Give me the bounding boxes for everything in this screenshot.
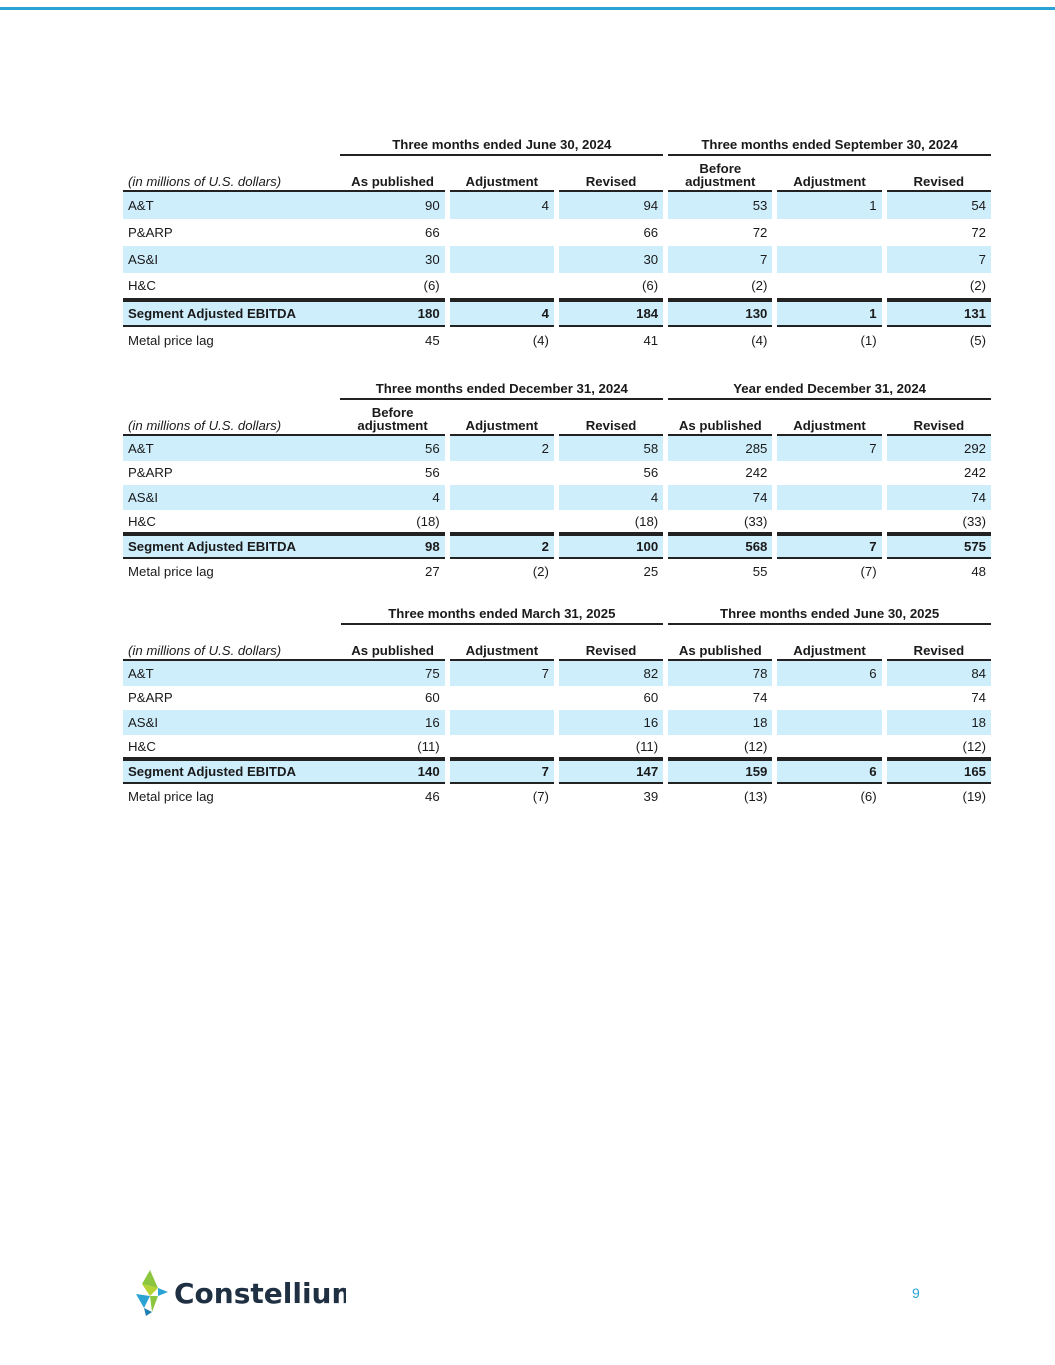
- value-cell: [777, 246, 881, 273]
- ebitda-table-2024-q2-q3: [123, 130, 991, 354]
- value-cell: (11): [559, 735, 663, 760]
- value-cell: 7: [668, 246, 772, 273]
- value-cell: 130: [668, 300, 772, 327]
- value-cell: 27: [425, 563, 440, 579]
- row-label: Segment Adjusted EBITDA: [123, 759, 341, 784]
- value-cell: (5): [969, 333, 986, 348]
- value-cell: 7: [450, 661, 554, 686]
- value-cell: [777, 710, 881, 735]
- value-cell: 55: [752, 563, 768, 579]
- col-header: As published: [668, 625, 772, 661]
- value-cell: (6): [559, 273, 663, 300]
- value-cell: 16: [559, 710, 663, 735]
- value-cell: (4): [532, 333, 549, 348]
- value-cell: 100: [559, 534, 663, 559]
- period-header-left: Three months ended December 31, 2024: [340, 374, 663, 400]
- value-cell: 48: [971, 563, 986, 579]
- col-header: Revised: [559, 400, 663, 436]
- table-row: [123, 510, 991, 535]
- value-cell: 39: [643, 788, 659, 804]
- value-cell: (18): [559, 510, 663, 535]
- unit-label: (in millions of U.S. dollars): [123, 156, 340, 192]
- value-cell: 74: [668, 485, 772, 510]
- col-header: Revised: [887, 400, 991, 436]
- ebitda-table-2024-q4-fy: [123, 374, 991, 584]
- table-row: [123, 559, 991, 584]
- value-cell: 58: [559, 436, 663, 461]
- value-cell: 66: [425, 225, 440, 240]
- value-cell: 131: [887, 300, 991, 327]
- row-label: P&ARP: [128, 690, 173, 706]
- value-cell: 74: [887, 485, 991, 510]
- value-cell: (6): [860, 788, 877, 804]
- value-cell: [777, 510, 881, 535]
- value-cell: (33): [887, 510, 991, 535]
- value-cell: 575: [887, 534, 991, 559]
- table-row: [123, 735, 991, 760]
- table-row: [123, 273, 991, 300]
- value-cell: [777, 461, 881, 486]
- value-cell: 184: [559, 300, 663, 327]
- value-cell: [777, 735, 881, 760]
- row-label: P&ARP: [128, 465, 173, 481]
- value-cell: [450, 219, 554, 246]
- table-row: [123, 327, 991, 354]
- table-row: [123, 461, 991, 486]
- value-cell: 90: [340, 192, 444, 219]
- value-cell: 7: [450, 759, 554, 784]
- col-header: Adjustment: [450, 400, 554, 436]
- value-cell: (11): [341, 735, 445, 760]
- value-cell: 46: [425, 788, 440, 804]
- value-cell: 4: [450, 192, 554, 219]
- value-cell: 98: [340, 534, 444, 559]
- period-header-left: Three months ended March 31, 2025: [341, 599, 664, 625]
- value-cell: (7): [532, 788, 549, 804]
- col-header: Adjustment: [777, 625, 881, 661]
- value-cell: 56: [425, 465, 440, 481]
- col-header: Adjustment: [450, 625, 554, 661]
- constellium-logo-icon: [128, 1262, 346, 1322]
- row-label: P&ARP: [128, 225, 173, 240]
- col-header: As published: [668, 400, 772, 436]
- value-cell: 94: [559, 192, 663, 219]
- row-label: A&T: [123, 661, 341, 686]
- value-cell: (4): [751, 333, 768, 348]
- value-cell: 56: [340, 436, 444, 461]
- table-row: [123, 300, 991, 327]
- col-header: Revised: [887, 156, 991, 192]
- value-cell: (2): [887, 273, 991, 300]
- value-cell: 66: [643, 225, 659, 240]
- value-cell: 6: [777, 661, 881, 686]
- row-label: A&T: [123, 436, 340, 461]
- table-row: [123, 661, 991, 686]
- row-label: Segment Adjusted EBITDA: [123, 300, 340, 327]
- value-cell: 74: [971, 690, 986, 706]
- col-header: Revised: [559, 625, 663, 661]
- value-cell: 54: [887, 192, 991, 219]
- table-row: [123, 436, 991, 461]
- col-header: Adjustment: [450, 156, 554, 192]
- value-cell: 2: [450, 436, 554, 461]
- page-number: 9: [912, 1285, 920, 1301]
- value-cell: [777, 219, 881, 246]
- value-cell: (2): [668, 273, 772, 300]
- col-header: Adjustment: [777, 156, 881, 192]
- table-row: [123, 192, 991, 219]
- value-cell: 41: [643, 333, 659, 348]
- value-cell: 25: [643, 563, 659, 579]
- col-header: Before adjustment: [340, 400, 444, 436]
- value-cell: [777, 485, 881, 510]
- value-cell: 60: [643, 690, 659, 706]
- value-cell: 180: [340, 300, 444, 327]
- col-header: Before adjustment: [668, 156, 772, 192]
- value-cell: 147: [559, 759, 663, 784]
- value-cell: (6): [340, 273, 444, 300]
- value-cell: 18: [887, 710, 991, 735]
- period-header-left: Three months ended June 30, 2024: [340, 130, 663, 156]
- table-row: [123, 759, 991, 784]
- value-cell: 7: [777, 534, 881, 559]
- table-row: [123, 485, 991, 510]
- col-header: Revised: [559, 156, 663, 192]
- value-cell: [450, 246, 554, 273]
- value-cell: 7: [887, 246, 991, 273]
- value-cell: 60: [425, 690, 440, 706]
- table-row: [123, 246, 991, 273]
- period-header-right: Three months ended June 30, 2025: [668, 599, 991, 625]
- value-cell: (19): [962, 788, 986, 804]
- value-cell: (7): [860, 563, 877, 579]
- row-label: A&T: [123, 192, 340, 219]
- value-cell: 53: [668, 192, 772, 219]
- period-header-right: Year ended December 31, 2024: [668, 374, 991, 400]
- value-cell: 30: [340, 246, 444, 273]
- row-label: H&C: [123, 273, 340, 300]
- col-header: Adjustment: [777, 400, 881, 436]
- value-cell: 159: [668, 759, 772, 784]
- table-row: [123, 784, 991, 809]
- value-cell: [450, 686, 554, 711]
- value-cell: (13): [743, 788, 768, 804]
- value-cell: 56: [643, 465, 659, 481]
- row-label: H&C: [123, 510, 340, 535]
- value-cell: 1: [777, 300, 881, 327]
- value-cell: 165: [887, 759, 991, 784]
- value-cell: 6: [777, 759, 881, 784]
- row-label: Metal price lag: [128, 788, 214, 804]
- value-cell: [450, 485, 554, 510]
- row-label: AS&I: [123, 485, 340, 510]
- value-cell: 4: [450, 300, 554, 327]
- table-row: [123, 686, 991, 711]
- value-cell: (18): [340, 510, 444, 535]
- row-label: Metal price lag: [128, 333, 214, 348]
- value-cell: 18: [668, 710, 772, 735]
- value-cell: (1): [860, 333, 877, 348]
- value-cell: 2: [450, 534, 554, 559]
- value-cell: (12): [887, 735, 991, 760]
- row-label: Metal price lag: [128, 563, 214, 579]
- col-header: Revised: [887, 625, 991, 661]
- value-cell: [777, 686, 881, 711]
- value-cell: 45: [425, 333, 440, 348]
- value-cell: 242: [745, 465, 768, 481]
- row-label: AS&I: [123, 710, 341, 735]
- value-cell: [450, 735, 554, 760]
- unit-label: (in millions of U.S. dollars): [123, 400, 340, 436]
- value-cell: [450, 461, 554, 486]
- value-cell: 84: [887, 661, 991, 686]
- value-cell: [450, 710, 554, 735]
- value-cell: (12): [668, 735, 772, 760]
- table-row: [123, 219, 991, 246]
- value-cell: 75: [341, 661, 445, 686]
- header-accent-rule: [0, 7, 1055, 10]
- value-cell: 568: [668, 534, 772, 559]
- value-cell: (33): [668, 510, 772, 535]
- value-cell: 140: [341, 759, 445, 784]
- value-cell: (2): [532, 563, 549, 579]
- value-cell: 242: [963, 465, 986, 481]
- table-row: [123, 710, 991, 735]
- value-cell: [777, 273, 881, 300]
- value-cell: 82: [559, 661, 663, 686]
- value-cell: [450, 510, 554, 535]
- value-cell: 30: [559, 246, 663, 273]
- period-header-right: Three months ended September 30, 2024: [668, 130, 991, 156]
- value-cell: 72: [971, 225, 986, 240]
- col-header: As published: [341, 625, 445, 661]
- row-label: H&C: [123, 735, 341, 760]
- row-label: Segment Adjusted EBITDA: [123, 534, 340, 559]
- value-cell: 4: [340, 485, 444, 510]
- table-row: [123, 534, 991, 559]
- logo-wordmark: Constellium: [174, 1277, 346, 1310]
- value-cell: 78: [668, 661, 772, 686]
- unit-label: (in millions of U.S. dollars): [123, 625, 341, 661]
- value-cell: 4: [559, 485, 663, 510]
- value-cell: 7: [777, 436, 881, 461]
- row-label: AS&I: [123, 246, 340, 273]
- value-cell: 16: [341, 710, 445, 735]
- ebitda-table-2025-q1-q2: [123, 599, 991, 809]
- value-cell: 72: [752, 225, 768, 240]
- value-cell: 292: [887, 436, 991, 461]
- value-cell: 1: [777, 192, 881, 219]
- value-cell: [450, 273, 554, 300]
- value-cell: 285: [668, 436, 772, 461]
- col-header: As published: [340, 156, 444, 192]
- value-cell: 74: [752, 690, 768, 706]
- constellium-logo: [128, 1262, 346, 1322]
